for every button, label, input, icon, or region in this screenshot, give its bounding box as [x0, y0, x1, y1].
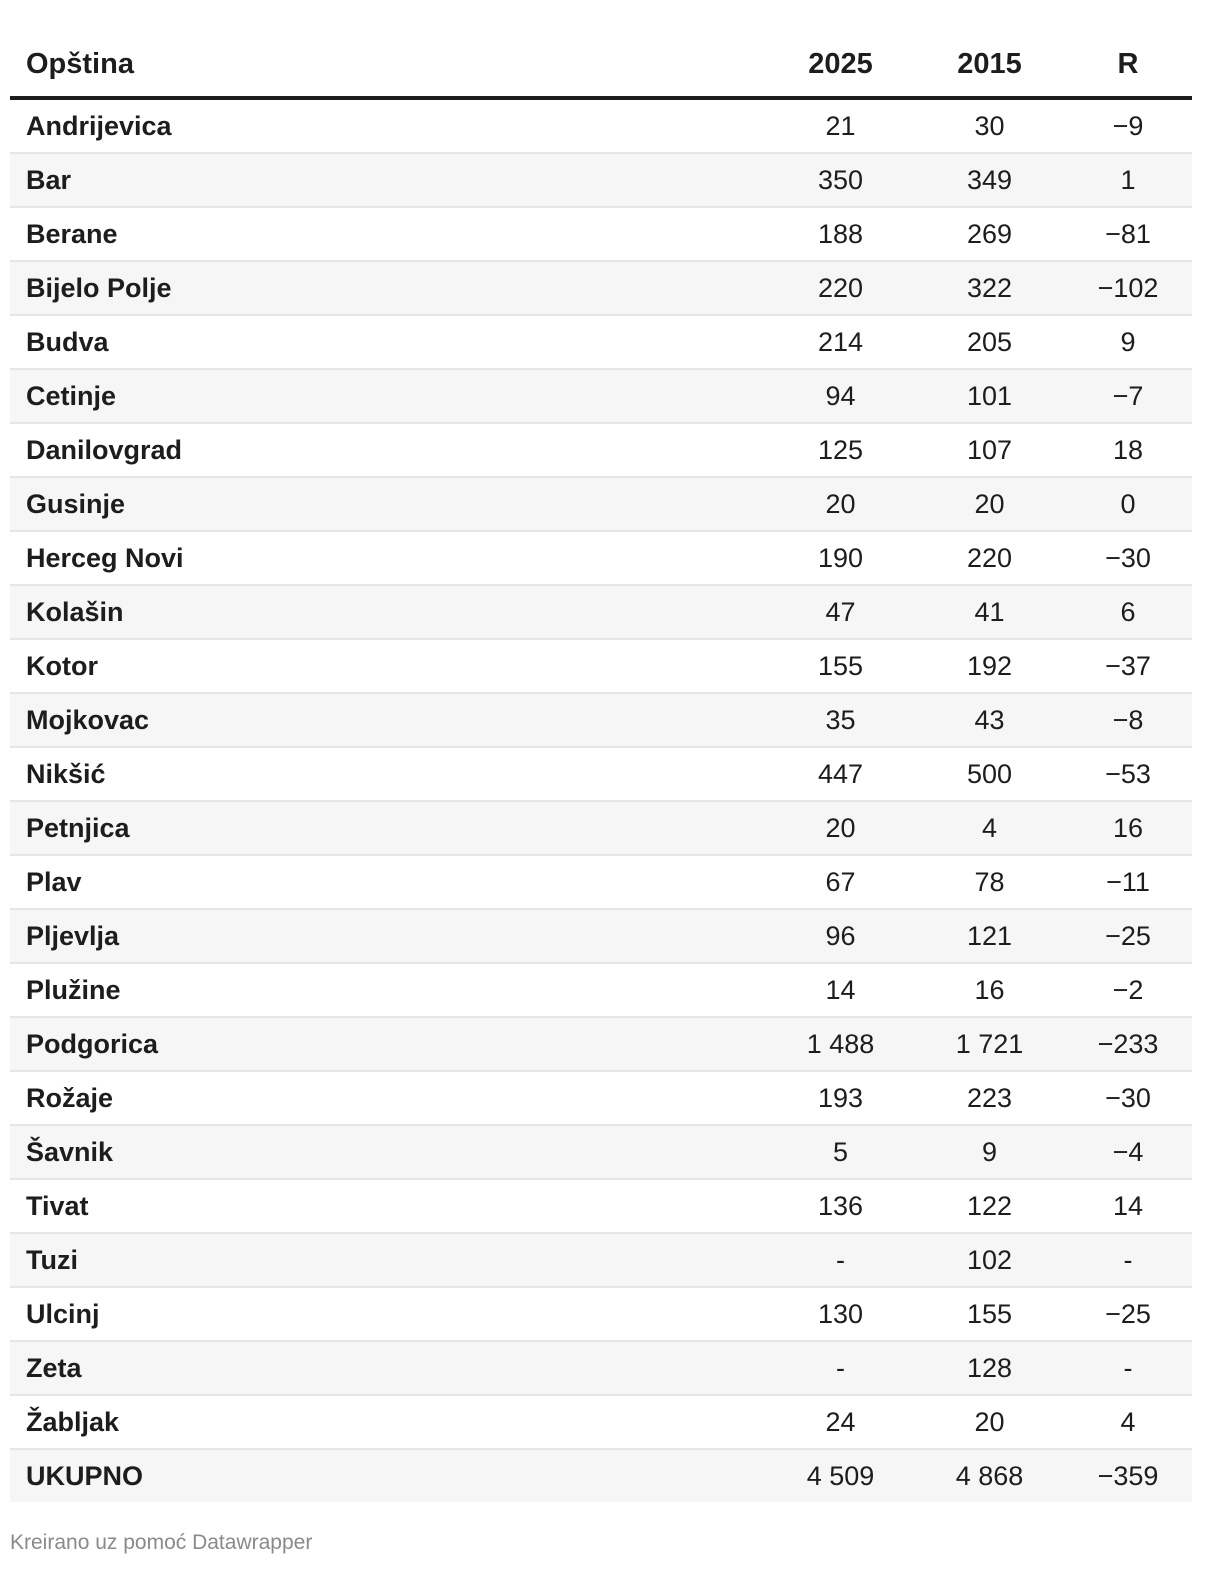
header-row: [10, 32, 1192, 98]
municipality-cell: Budva: [10, 315, 766, 369]
municipality-cell: Ulcinj: [10, 1287, 766, 1341]
value-2015-cell: 128: [915, 1341, 1064, 1395]
value-2025-cell: 4 509: [766, 1449, 915, 1502]
difference-cell: 6: [1064, 585, 1192, 639]
value-2025-cell: 94: [766, 369, 915, 423]
difference-cell: −30: [1064, 531, 1192, 585]
municipality-cell: Rožaje: [10, 1071, 766, 1125]
value-2015-cell: 205: [915, 315, 1064, 369]
municipality-cell: Herceg Novi: [10, 531, 766, 585]
value-2025-cell: 96: [766, 909, 915, 963]
municipality-cell: Danilovgrad: [10, 423, 766, 477]
value-2015-cell: 220: [915, 531, 1064, 585]
value-2015-cell: 269: [915, 207, 1064, 261]
table-body: [10, 98, 1192, 1502]
value-2025-cell: 447: [766, 747, 915, 801]
municipality-cell: Bar: [10, 153, 766, 207]
value-2025-cell: 136: [766, 1179, 915, 1233]
table-row: [10, 1125, 1192, 1179]
value-2015-cell: 9: [915, 1125, 1064, 1179]
column-header-2015[interactable]: 2015: [915, 32, 1064, 98]
municipality-cell: Tuzi: [10, 1233, 766, 1287]
table-row: [10, 153, 1192, 207]
difference-cell: −102: [1064, 261, 1192, 315]
table-row: [10, 747, 1192, 801]
table-row: [10, 639, 1192, 693]
table-row: [10, 477, 1192, 531]
table-row: [10, 693, 1192, 747]
value-2015-cell: 30: [915, 98, 1064, 153]
municipality-cell: UKUPNO: [10, 1449, 766, 1502]
value-2015-cell: 122: [915, 1179, 1064, 1233]
value-2025-cell: 125: [766, 423, 915, 477]
table-row: [10, 855, 1192, 909]
value-2015-cell: 155: [915, 1287, 1064, 1341]
value-2015-cell: 107: [915, 423, 1064, 477]
table-row: [10, 1179, 1192, 1233]
table-row: [10, 909, 1192, 963]
table-row: [10, 1341, 1192, 1395]
value-2015-cell: 223: [915, 1071, 1064, 1125]
difference-cell: -: [1064, 1233, 1192, 1287]
municipality-cell: Andrijevica: [10, 98, 766, 153]
difference-cell: −53: [1064, 747, 1192, 801]
value-2025-cell: 350: [766, 153, 915, 207]
municipality-cell: Berane: [10, 207, 766, 261]
value-2025-cell: 214: [766, 315, 915, 369]
value-2025-cell: 220: [766, 261, 915, 315]
value-2015-cell: 101: [915, 369, 1064, 423]
value-2025-cell: 20: [766, 477, 915, 531]
value-2015-cell: 102: [915, 1233, 1064, 1287]
table-row: [10, 1395, 1192, 1449]
difference-cell: 1: [1064, 153, 1192, 207]
municipality-cell: Nikšić: [10, 747, 766, 801]
table-row: [10, 531, 1192, 585]
difference-cell: −25: [1064, 1287, 1192, 1341]
value-2015-cell: 43: [915, 693, 1064, 747]
value-2025-cell: 35: [766, 693, 915, 747]
value-2025-cell: 155: [766, 639, 915, 693]
value-2025-cell: 130: [766, 1287, 915, 1341]
difference-cell: −359: [1064, 1449, 1192, 1502]
difference-cell: −11: [1064, 855, 1192, 909]
value-2015-cell: 20: [915, 1395, 1064, 1449]
difference-cell: −4: [1064, 1125, 1192, 1179]
table-row: [10, 963, 1192, 1017]
difference-cell: −30: [1064, 1071, 1192, 1125]
value-2015-cell: 349: [915, 153, 1064, 207]
municipality-cell: Tivat: [10, 1179, 766, 1233]
table-row: [10, 1017, 1192, 1071]
table-header: [10, 32, 1192, 98]
municipality-cell: Mojkovac: [10, 693, 766, 747]
value-2015-cell: 78: [915, 855, 1064, 909]
value-2025-cell: 67: [766, 855, 915, 909]
table-row: [10, 423, 1192, 477]
difference-cell: −9: [1064, 98, 1192, 153]
municipality-cell: Zeta: [10, 1341, 766, 1395]
difference-cell: 4: [1064, 1395, 1192, 1449]
column-header-municipality[interactable]: Opština: [10, 32, 766, 98]
table-row: [10, 315, 1192, 369]
table-row: [10, 261, 1192, 315]
table-total-row: [10, 1449, 1192, 1502]
difference-cell: -: [1064, 1341, 1192, 1395]
difference-cell: −8: [1064, 693, 1192, 747]
municipality-cell: Žabljak: [10, 1395, 766, 1449]
table-row: [10, 801, 1192, 855]
municipality-cell: Pljevlja: [10, 909, 766, 963]
municipality-cell: Cetinje: [10, 369, 766, 423]
difference-cell: 16: [1064, 801, 1192, 855]
value-2015-cell: 4: [915, 801, 1064, 855]
value-2025-cell: 47: [766, 585, 915, 639]
municipality-cell: Bijelo Polje: [10, 261, 766, 315]
value-2015-cell: 4 868: [915, 1449, 1064, 1502]
difference-cell: −81: [1064, 207, 1192, 261]
table-row: [10, 1287, 1192, 1341]
value-2025-cell: 188: [766, 207, 915, 261]
table-row: [10, 585, 1192, 639]
municipality-cell: Kolašin: [10, 585, 766, 639]
value-2025-cell: 1 488: [766, 1017, 915, 1071]
datawrapper-credit[interactable]: Kreirano uz pomoć Datawrapper: [10, 1531, 313, 1554]
table-row: [10, 1233, 1192, 1287]
municipality-cell: Šavnik: [10, 1125, 766, 1179]
table-row: [10, 369, 1192, 423]
value-2025-cell: -: [766, 1233, 915, 1287]
table-row: [10, 98, 1192, 153]
value-2025-cell: 5: [766, 1125, 915, 1179]
value-2025-cell: 14: [766, 963, 915, 1017]
value-2025-cell: 193: [766, 1071, 915, 1125]
table-row: [10, 207, 1192, 261]
value-2025-cell: 24: [766, 1395, 915, 1449]
table-row: [10, 1071, 1192, 1125]
value-2025-cell: 21: [766, 98, 915, 153]
value-2015-cell: 192: [915, 639, 1064, 693]
difference-cell: 18: [1064, 423, 1192, 477]
value-2025-cell: 20: [766, 801, 915, 855]
municipality-cell: Petnjica: [10, 801, 766, 855]
value-2015-cell: 322: [915, 261, 1064, 315]
difference-cell: 0: [1064, 477, 1192, 531]
difference-cell: −2: [1064, 963, 1192, 1017]
difference-cell: 9: [1064, 315, 1192, 369]
column-header-difference[interactable]: R: [1064, 32, 1192, 98]
difference-cell: 14: [1064, 1179, 1192, 1233]
difference-cell: −233: [1064, 1017, 1192, 1071]
municipality-cell: Plav: [10, 855, 766, 909]
difference-cell: −7: [1064, 369, 1192, 423]
difference-cell: −25: [1064, 909, 1192, 963]
value-2015-cell: 121: [915, 909, 1064, 963]
municipality-cell: Gusinje: [10, 477, 766, 531]
value-2015-cell: 1 721: [915, 1017, 1064, 1071]
value-2025-cell: 190: [766, 531, 915, 585]
municipality-cell: Podgorica: [10, 1017, 766, 1071]
value-2015-cell: 16: [915, 963, 1064, 1017]
value-2025-cell: -: [766, 1341, 915, 1395]
municipality-cell: Plužine: [10, 963, 766, 1017]
value-2015-cell: 500: [915, 747, 1064, 801]
value-2015-cell: 20: [915, 477, 1064, 531]
municipality-cell: Kotor: [10, 639, 766, 693]
column-header-2025[interactable]: 2025: [766, 32, 915, 98]
value-2015-cell: 41: [915, 585, 1064, 639]
municipality-table: [10, 32, 1192, 1502]
difference-cell: −37: [1064, 639, 1192, 693]
